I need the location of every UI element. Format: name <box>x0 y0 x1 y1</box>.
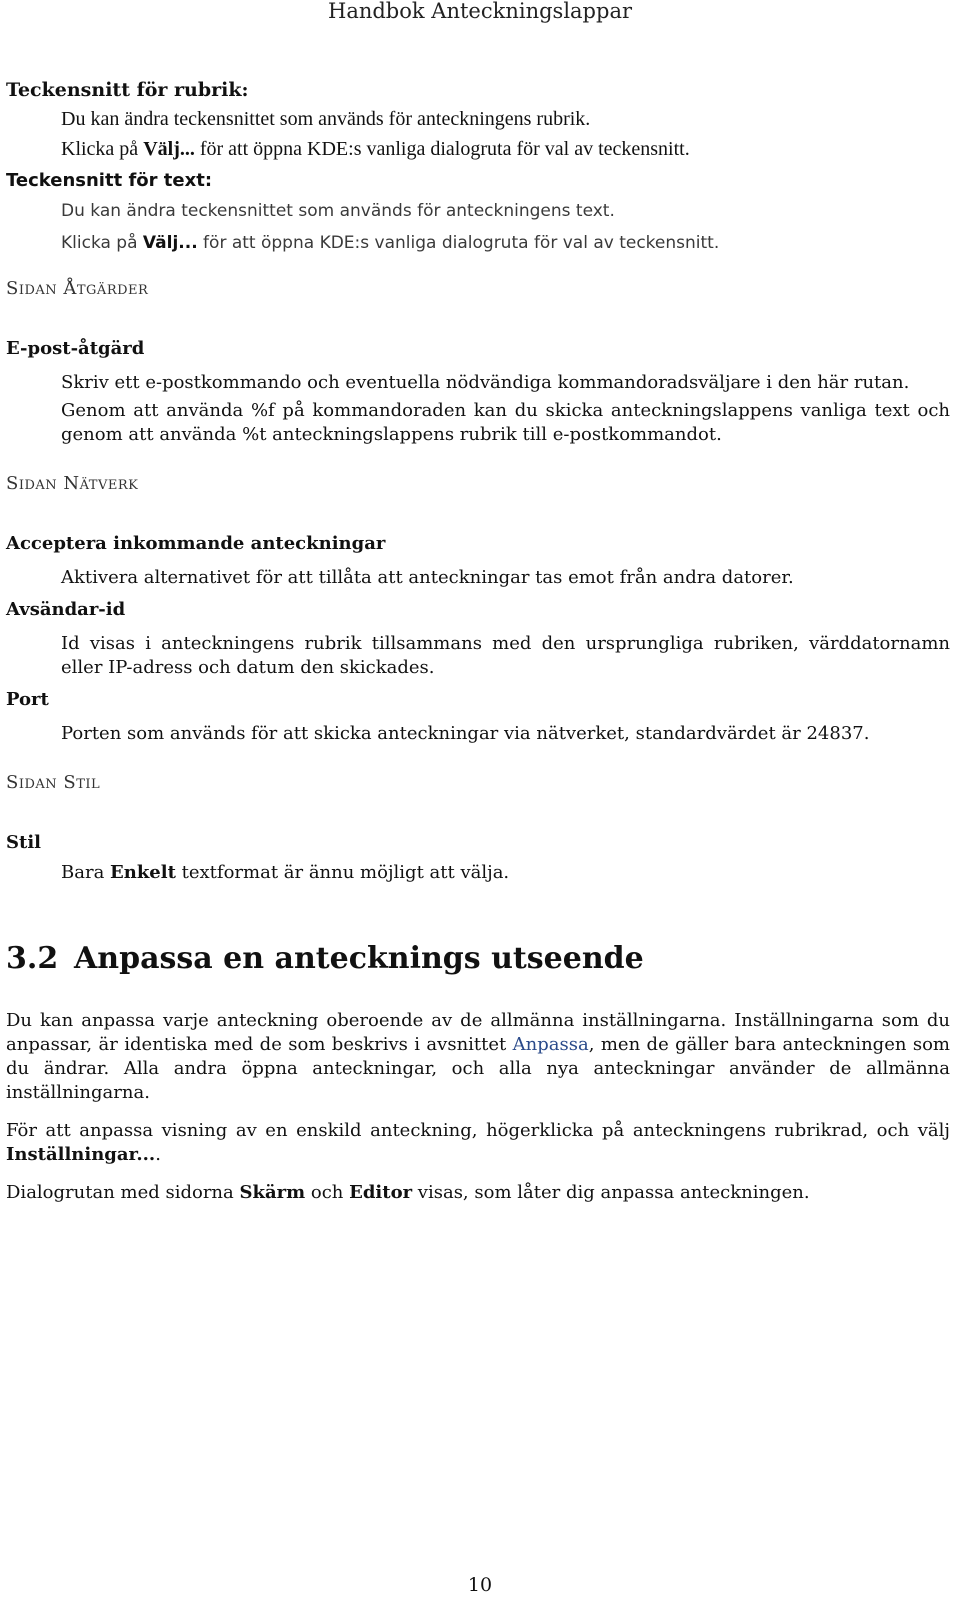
page-header: Handbok Anteckningslappar <box>328 0 632 23</box>
port-term: Port <box>6 689 49 710</box>
paragraph-3-post: visas, som låter dig anpassa anteckningen. <box>412 1182 810 1203</box>
document-body <box>6 78 950 1205</box>
style-entry <box>6 831 950 885</box>
email-action-entry <box>6 337 950 447</box>
title-font-click <box>61 136 950 162</box>
section-number: 3.2 <box>6 941 59 976</box>
text-font-click-post: för att öppna KDE:s vanliga dialogruta för val av teckensnitt. <box>197 233 720 253</box>
text-font-entry <box>6 168 950 256</box>
title-font-entry <box>6 78 950 162</box>
accept-notes-desc: Aktivera alternativet för att tillåta att anteckningar tas emot från andra datorer. <box>61 567 794 588</box>
port-desc: Porten som används för att skicka anteckningar via nätverket, standardvärdet är 24837. <box>61 723 870 744</box>
section-heading <box>6 941 950 977</box>
actions-heading: Sidan Åtgärder <box>6 278 149 299</box>
paragraph-3 <box>6 1181 950 1205</box>
style-term: Stil <box>6 832 41 853</box>
paragraph-3-pre: Dialogrutan med sidorna <box>6 1182 240 1203</box>
paragraph-1-post: , men de gäller bara anteckningen som du ändrar. Alla andra öppna anteckningar, och alla nya anteckningar använder de allmänna inställningarna. <box>6 1034 950 1103</box>
email-action-desc-1: Skriv ett e-postkommando och eventuella nödvändiga kommandoradsväljare i den här rutan. <box>61 372 910 393</box>
paragraph-3-mid: och <box>305 1182 350 1203</box>
title-font-click-post: för att öppna KDE:s vanliga dialogruta för val av teckensnitt. <box>194 138 690 160</box>
choose-font-label: Välj... <box>142 233 198 253</box>
email-action-desc-2: Genom att använda %f på kommandoraden kan du skicka anteckningslappens vanliga text och genom att använda %t anteckningslappens rubrik till e-postkommandot. <box>61 400 950 445</box>
sender-id-term: Avsändar-id <box>6 599 126 620</box>
paragraph-2-post: . <box>155 1144 161 1165</box>
style-desc-pre: Bara <box>61 862 111 883</box>
display-page-label: Skärm <box>239 1182 306 1203</box>
paragraph-1-pre: Du kan anpassa varje anteckning oberoende av de allmänna inställningarna. Inställningarna som du anpassar, är identiska med de som beskrivs i avsnittet <box>6 1010 950 1055</box>
sender-id-entry <box>6 598 950 680</box>
text-font-term: Teckensnitt för text: <box>6 170 213 191</box>
email-action-term: E-post-åtgärd <box>6 338 145 359</box>
editor-page-label: Editor <box>349 1182 413 1203</box>
sender-id-desc: Id visas i anteckningens rubrik tillsammans med den ursprungliga rubriken, värddatornamn eller IP-adress och datum den skickades. <box>61 633 950 678</box>
settings-label: Inställningar... <box>6 1144 156 1165</box>
accept-notes-entry <box>6 532 950 590</box>
paragraph-1 <box>6 1009 950 1105</box>
network-heading: Sidan Nätverk <box>6 473 139 494</box>
choose-font-label: Välj... <box>143 138 195 160</box>
accept-notes-term: Acceptera inkommande anteckningar <box>6 533 386 554</box>
style-desc <box>61 861 950 885</box>
paragraph-2 <box>6 1119 950 1167</box>
title-font-term: Teckensnitt för rubrik: <box>6 79 249 101</box>
paragraph-2-pre: För att anpassa visning av en enskild anteckning, högerklicka på anteckningens rubrikrad, och välj <box>6 1120 950 1141</box>
text-font-click-pre: Klicka på <box>61 233 143 253</box>
page-number: 10 <box>467 1574 493 1596</box>
title-font-desc: Du kan ändra teckensnittet som används för anteckningens rubrik. <box>61 108 591 130</box>
text-font-desc: Du kan ändra teckensnittet som används för anteckningens text. <box>61 201 615 221</box>
text-font-click <box>61 230 950 256</box>
style-heading: Sidan Stil <box>6 772 101 793</box>
port-entry <box>6 688 950 746</box>
plain-format-label: Enkelt <box>110 862 176 883</box>
style-desc-post: textformat är ännu möjligt att välja. <box>175 862 510 883</box>
section-title: Anpassa en antecknings utseende <box>74 941 644 976</box>
customize-link[interactable]: Anpassa <box>512 1034 589 1055</box>
title-font-click-pre: Klicka på <box>61 138 144 160</box>
